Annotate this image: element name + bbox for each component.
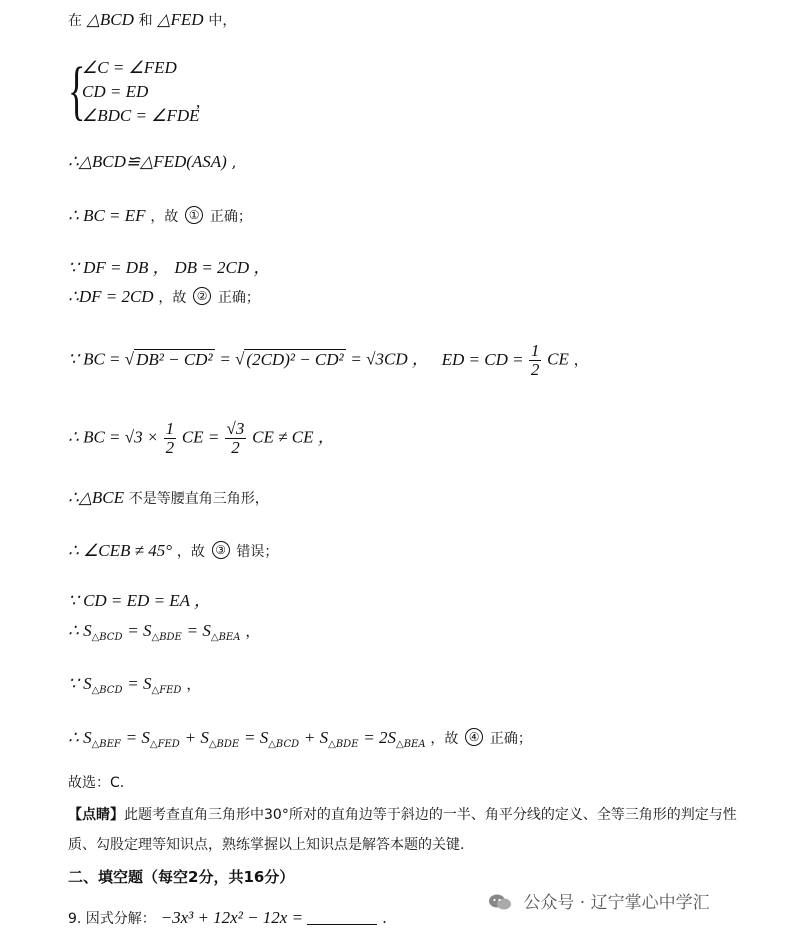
ce: CE — [547, 349, 569, 369]
eq-s: = S — [186, 621, 211, 640]
triangle-fed: △FED — [157, 10, 204, 29]
question-label: 9. 因式分解： — [68, 911, 156, 927]
line-area-equal — [68, 620, 260, 643]
sub-bea: △BEA — [396, 739, 426, 750]
line-statement-2 — [68, 287, 260, 307]
angle-ceb: ∴ ∠CEB ≠ 45° — [68, 541, 173, 560]
text-correct: 正确； — [217, 290, 260, 306]
triangle-bce: ∴△BCE — [68, 488, 124, 507]
line-pythagoras: ∵ BC = √ DB² − CD² = √ (2CD)² − CD² = √3CD ， ED = CD = $\frac{1}{2}$ CE ， — [68, 341, 589, 379]
bc-eq-ef: ∴ BC = EF — [68, 206, 146, 225]
note-text: 此题考查直角三角形中30°所对的直角边等于斜边的一半、角平分线的定义、全等三角形的判定与性质、勾股定理等知识点，熟练掌握以上知识点是解答本题的关键. — [68, 807, 737, 853]
line-bc-compare — [68, 420, 335, 457]
ce-eq: CE = — [181, 427, 224, 447]
bc-eq: ∵ BC = — [68, 349, 125, 369]
question-expression: −3x³ + 12x² − 12x = — [160, 908, 308, 927]
text-gu: ，故 — [430, 731, 459, 747]
text-correct: 正确； — [489, 731, 532, 747]
sub-bea: △BEA — [210, 632, 241, 643]
line-not-isosceles — [68, 488, 269, 508]
comma: ， — [573, 350, 589, 369]
text-he: 和 — [138, 13, 153, 29]
cd-eq-ed-eq-ea: ∵ CD = ED = EA ， — [68, 591, 211, 610]
fraction-den: 2 — [530, 360, 540, 379]
text-wrong: 错误； — [236, 544, 279, 560]
s: ∵ S — [68, 674, 92, 693]
watermark-text: 公众号 · 辽宁掌心中学汇 — [523, 893, 710, 913]
eq-s: = S — [243, 728, 269, 747]
fraction-half — [529, 342, 542, 379]
text-gu: ，故 — [158, 290, 187, 306]
fraction-sqrt3-half — [225, 420, 247, 457]
equals: = — [219, 349, 236, 369]
text-correct: 正确； — [209, 209, 252, 225]
eq-s: = S — [127, 674, 152, 693]
eq-2s: = 2S — [363, 728, 397, 747]
line-statement-1 — [68, 206, 252, 226]
line-area-congruent — [68, 673, 201, 696]
s: ∴ S — [68, 621, 92, 640]
watermark — [488, 888, 710, 913]
answer-blank[interactable] — [307, 910, 377, 925]
sub-fed: △FED — [151, 685, 182, 696]
line-given — [68, 253, 270, 278]
db-eq-2cd: DB = 2CD ， — [174, 258, 271, 277]
sqrt-term-2: (2CD)² − CD² — [246, 349, 344, 369]
plus-s: + S — [303, 728, 329, 747]
line-congruent — [68, 152, 236, 172]
sub-bde: △BDE — [151, 632, 182, 643]
system-row-2: CD = ED — [82, 82, 149, 101]
congruence-statement: ∴△BCD≌△FED(ASA) — [68, 152, 227, 171]
line-cd-ed-ea — [68, 586, 211, 611]
fraction-num: 1 — [530, 341, 540, 360]
text-zhong: 中， — [208, 13, 237, 29]
period: . — [382, 909, 387, 927]
fraction-half — [164, 420, 177, 457]
text-zai: 在 — [68, 13, 82, 29]
sub-bcd: △BCD — [91, 685, 123, 696]
sqrt-term-1: DB² − CD² — [136, 349, 213, 369]
comma: ， — [186, 675, 202, 693]
note-paragraph — [68, 800, 758, 860]
eq-s: = S — [125, 728, 150, 747]
line-statement-4 — [68, 728, 532, 750]
circled-one: ① — [185, 206, 203, 224]
text-not-isosceles: 不是等腰直角三角形， — [128, 491, 269, 507]
system-row-3: ∠BDC = ∠FDE — [82, 106, 200, 125]
triangle-bcd: △BCD — [86, 10, 134, 29]
system-brace: { — [68, 54, 86, 127]
df-eq-db: ∵ DF = DB ， — [68, 258, 170, 277]
sub-bde: △BDE — [208, 739, 240, 750]
ed-eq-cd: ED = CD = — [441, 349, 528, 369]
wechat-icon — [488, 893, 512, 911]
note-tag: 【点睛】 — [68, 807, 124, 823]
sqrt3-cd: = √3CD ， — [350, 349, 429, 369]
comma: ， — [245, 622, 261, 640]
sub-bde: △BDE — [328, 739, 359, 750]
sub-fed: △FED — [149, 739, 180, 750]
text-gu: ，故 — [150, 209, 179, 225]
df-eq-2cd: ∴DF = 2CD — [68, 287, 154, 306]
fraction-den: 2 — [231, 438, 240, 457]
sub-bef: △BEF — [91, 739, 121, 750]
plus-s: + S — [184, 728, 209, 747]
line-statement-3 — [68, 541, 278, 561]
circled-four: ④ — [465, 728, 483, 746]
text-gu: ，故 — [176, 544, 205, 560]
answer-choice: 故选：C. — [68, 775, 125, 791]
circled-three: ③ — [212, 541, 230, 559]
bc-eq-sqrt3-times: ∴ BC = √3 × — [68, 427, 163, 447]
system-row-1: ∠C = ∠FED — [82, 58, 177, 77]
fraction-num: √3 — [226, 419, 245, 438]
circled-two: ② — [193, 287, 211, 305]
fraction-num: 1 — [165, 419, 175, 438]
s: ∴ S — [68, 728, 92, 747]
ce-neq-ce: CE ≠ CE ， — [252, 427, 335, 447]
sub-bcd: △BCD — [91, 632, 123, 643]
eq-s: = S — [127, 621, 152, 640]
section-title: 二、填空题（每空2分，共16分） — [68, 868, 295, 886]
line-context — [68, 10, 236, 30]
system-tail: , — [196, 92, 201, 111]
comma: , — [231, 153, 237, 171]
sub-bcd: △BCD — [268, 739, 300, 750]
question-9 — [68, 908, 387, 928]
fraction-den: 2 — [165, 438, 175, 457]
